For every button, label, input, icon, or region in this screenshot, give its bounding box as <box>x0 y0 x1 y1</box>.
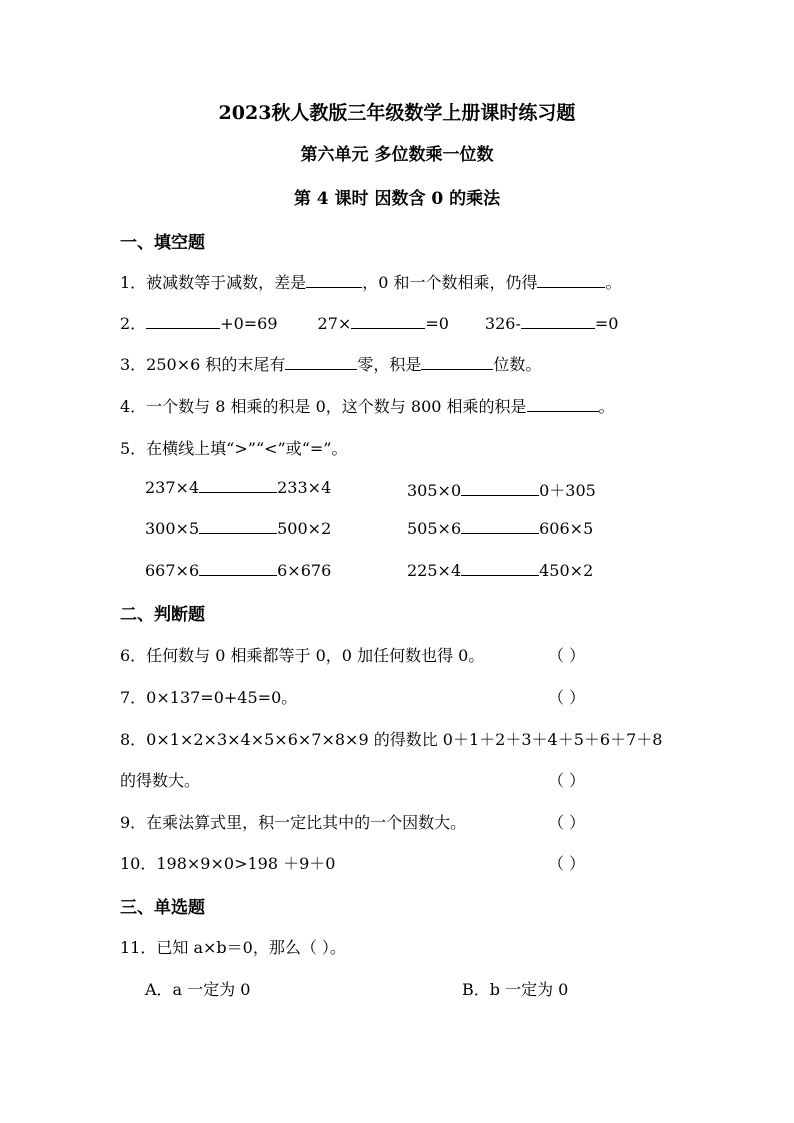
q3-text-b: 零，积是 <box>357 355 422 374</box>
q1-text-b: ，0 和一个数相乘，仍得 <box>362 273 538 292</box>
compare-item: 237×4 233×4 <box>145 478 332 497</box>
q2-number: 2． <box>120 314 147 333</box>
answer-parentheses[interactable]: （ ） <box>548 854 586 873</box>
option-a[interactable]: A．a 一定为 0 <box>145 980 251 999</box>
q4-text-a: 4．一个数与 8 相乘的积是 0，这个数与 800 相乘的积是 <box>120 397 527 416</box>
question-7: 7．0×137=0+45=0。 <box>120 688 298 707</box>
answer-blank[interactable] <box>351 314 425 329</box>
answer-blank[interactable] <box>199 519 277 534</box>
lesson-title: 第 4 课时 因数含 0 的乘法 <box>293 189 501 209</box>
question-10: 10．198×9×0>198 ＋9＋0 <box>120 854 336 873</box>
answer-blank[interactable] <box>199 478 277 493</box>
answer-parentheses[interactable]: （ ） <box>548 688 586 707</box>
q2-expr-3b: =0 <box>594 314 619 333</box>
question-11: 11．已知 a×b＝0，那么（ ）。 <box>120 938 346 957</box>
compare-item: 300×5 500×2 <box>145 519 332 538</box>
answer-blank[interactable] <box>461 481 539 496</box>
q4-text-b: 。 <box>598 397 615 416</box>
compare-item: 305×0 0＋305 <box>407 481 596 500</box>
answer-blank[interactable] <box>199 561 277 576</box>
compare-item: 505×6 606×5 <box>407 519 594 538</box>
section-single-choice: 三、单选题 <box>120 898 205 918</box>
question-9: 9．在乘法算式里，积一定比其中的一个因数大。 <box>120 813 467 832</box>
q2-expr-2b: =0 <box>425 314 449 333</box>
answer-blank[interactable] <box>306 273 362 288</box>
option-b[interactable]: B．b 一定为 0 <box>462 980 569 999</box>
q2-expr-3a: 326- <box>484 314 521 333</box>
worksheet-title: 2023秋人教版三年级数学上册课时练习题 <box>218 102 576 124</box>
q1-text-c: 。 <box>605 273 622 292</box>
compare-item: 225×4 450×2 <box>407 561 594 580</box>
answer-parentheses[interactable]: （ ） <box>548 813 586 832</box>
compare-item: 667×6 6×676 <box>145 561 332 580</box>
question-8-line-2: 的得数大。 <box>120 771 201 790</box>
q1-text-a: 1．被减数等于减数，差是 <box>120 273 307 292</box>
answer-blank[interactable] <box>146 314 220 329</box>
q2-expr-1: +0=69 <box>220 314 278 333</box>
question-2 <box>120 311 618 334</box>
q3-text-a: 3．250×6 积的末尾有 <box>120 355 286 374</box>
answer-parentheses[interactable]: （ ） <box>548 771 586 790</box>
answer-blank[interactable] <box>521 314 595 329</box>
question-1 <box>120 270 621 293</box>
section-fill-blank: 一、填空题 <box>120 233 205 253</box>
answer-blank[interactable] <box>285 355 357 370</box>
q3-text-c: 位数。 <box>493 355 542 374</box>
question-8-line-1: 8．0×1×2×3×4×5×6×7×8×9 的得数比 0＋1＋2＋3＋4＋5＋6＋7＋8 <box>120 730 663 749</box>
answer-blank[interactable] <box>421 355 493 370</box>
answer-parentheses[interactable]: （ ） <box>548 646 586 665</box>
question-4 <box>120 394 615 417</box>
answer-blank[interactable] <box>461 519 539 534</box>
question-5: 5．在横线上填“>”“<”或“=”。 <box>120 439 348 458</box>
question-6: 6．任何数与 0 相乘都等于 0，0 加任何数也得 0。 <box>120 646 485 665</box>
unit-title: 第六单元 多位数乘一位数 <box>300 145 494 165</box>
q2-expr-2a: 27× <box>317 314 352 333</box>
answer-blank[interactable] <box>537 273 605 288</box>
answer-blank[interactable] <box>527 397 599 412</box>
question-3 <box>120 352 541 375</box>
answer-blank[interactable] <box>461 561 539 576</box>
section-true-false: 二、判断题 <box>120 605 205 625</box>
